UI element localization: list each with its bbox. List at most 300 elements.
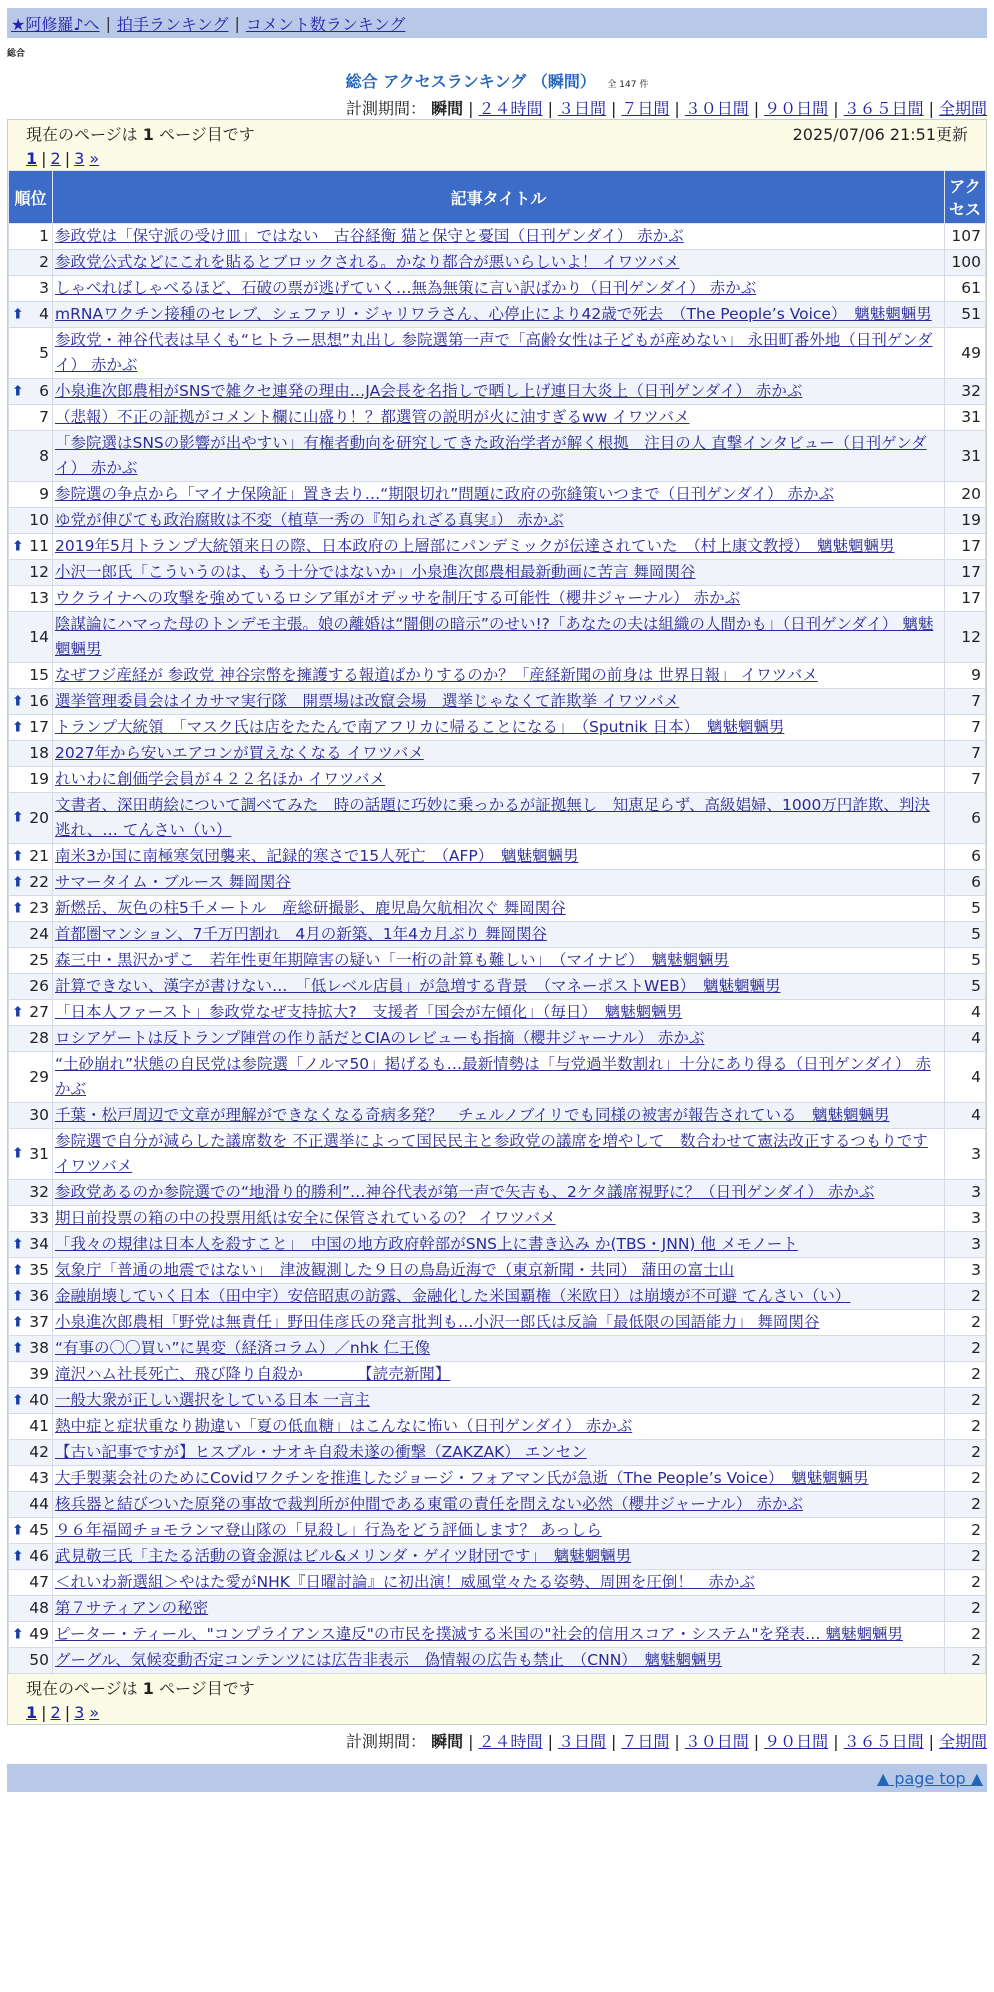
table-row: [9, 1622, 986, 1648]
title-cell: [53, 482, 945, 508]
article-link[interactable]: 南米3か国に南極寒気団襲来、記録的寒さで15人死亡 （AFP） 魑魅魍魎男: [55, 847, 579, 865]
rank-cell: [9, 405, 53, 431]
table-row: [9, 844, 986, 870]
access-count: 4: [945, 1052, 986, 1103]
rank-number: 14: [29, 627, 49, 646]
access-count: 2: [945, 1466, 986, 1492]
rank-cell: [9, 431, 53, 482]
table-row: [9, 1052, 986, 1103]
rank-number: 47: [29, 1573, 49, 1591]
title-cell: [53, 689, 945, 715]
period-link[interactable]: ２４時間: [478, 99, 543, 118]
period-link[interactable]: ９０日間: [764, 1732, 829, 1751]
access-count: 6: [945, 793, 986, 844]
title-cell: [53, 379, 945, 405]
table-row: [9, 1466, 986, 1492]
access-count: 7: [945, 689, 986, 715]
article-link[interactable]: 2027年から安いエアコンが買えなくなる イワツバメ: [55, 744, 424, 762]
title-cell: [53, 1570, 945, 1596]
access-count: 4: [945, 1103, 986, 1129]
rank-cell: [9, 586, 53, 612]
title-cell: [53, 663, 945, 689]
title-cell: [53, 767, 945, 793]
article-link[interactable]: 金融崩壊していく日本（田中宇）安倍昭恵の訪露、金融化した米国覇権（米欧日）は崩壊が不可避 てんさい（い）: [55, 1287, 851, 1305]
rank-number: 20: [29, 808, 49, 827]
article-link[interactable]: 核兵器と結びついた原発の事故で裁判所が仲間である東電の責任を問えない必然（櫻井ジャーナル） 赤かぶ: [55, 1495, 803, 1513]
rank-cell: [9, 1232, 53, 1258]
rank-cell: [9, 1648, 53, 1674]
article-link[interactable]: 期日前投票の箱の中の投票用紙は安全に保管されているの？ イワツバメ: [55, 1209, 556, 1227]
table-row: [9, 1648, 986, 1674]
article-link[interactable]: 陰謀論にハマった母のトンデモ主張。娘の離婚は“闇側の暗示”のせい!?「あなたの夫は組織の人間かも」（日刊ゲンダイ） 魑魅魍魎男: [55, 615, 934, 658]
comment-ranking-link[interactable]: コメント数ランキング: [245, 14, 406, 34]
rank-number: 27: [29, 1003, 49, 1021]
rank-number: 42: [29, 1443, 49, 1461]
rank-number: 13: [29, 589, 49, 607]
ranking-panel: [7, 119, 987, 1725]
table-row: [9, 948, 986, 974]
access-count: 2: [945, 1362, 986, 1388]
ranking-table: [8, 170, 986, 1674]
article-link[interactable]: トランプ大統領 「マスク氏は店をたたんで南アフリカに帰ることになる」 （Sputnik 日本） 魑魅魍魎男: [55, 718, 785, 736]
rank-cell: [9, 1440, 53, 1466]
title-cell: [53, 1362, 945, 1388]
home-link[interactable]: ★阿修羅♪へ: [11, 14, 100, 34]
rank-number: 31: [29, 1144, 49, 1163]
access-count: 2: [945, 1648, 986, 1674]
period-link[interactable]: ３日間: [557, 99, 606, 118]
arrow-up-icon: ⬆: [12, 1288, 24, 1304]
access-count: 31: [945, 405, 986, 431]
table-row: [9, 379, 986, 405]
table-row: [9, 1388, 986, 1414]
access-count: 9: [945, 663, 986, 689]
article-link[interactable]: 参院選で自分が減らした議席数を 不正選挙によって国民民主と参政党の議席を増やして 数合わせて憲法改正するつもりです イワツバメ: [55, 1132, 928, 1175]
pager-next[interactable]: »: [89, 149, 100, 168]
arrow-up-icon: ⬆: [12, 1145, 24, 1162]
footer-bar: [7, 1764, 987, 1792]
rank-number: 35: [29, 1261, 49, 1279]
arrow-up-icon: ⬆: [12, 306, 24, 322]
rank-cell: [9, 1544, 53, 1570]
article-link[interactable]: ９６年福岡チョモランマ登山隊の「見殺し」行為をどう評価します？ あっしら: [55, 1521, 602, 1539]
access-count: 51: [945, 302, 986, 328]
title-cell: [53, 1206, 945, 1232]
article-link[interactable]: れいわに創価学会員が４２２名ほか イワツバメ: [55, 770, 386, 788]
rank-cell: [9, 612, 53, 663]
title-cell: [53, 328, 945, 379]
arrow-up-icon: ⬆: [12, 1548, 24, 1564]
table-row: [9, 302, 986, 328]
rank-number: 3: [39, 279, 49, 297]
category-label: 総合: [7, 49, 26, 59]
table-row: [9, 1336, 986, 1362]
period-link[interactable]: 全期間: [938, 1732, 987, 1751]
title-cell: [53, 1284, 945, 1310]
article-link[interactable]: 「参院選はSNSの影響が出やすい」有権者動向を研究してきた政治学者が解く根拠 注目の人 直撃インタビュー（日刊ゲンダイ） 赤かぶ: [55, 434, 927, 477]
nav-separator: |: [105, 13, 111, 33]
arrow-up-icon: ⬆: [12, 719, 24, 735]
article-link[interactable]: mRNAワクチン接種のセレブ、シェファリ・ジャリワラさん、心停止により42歳で死去 （The People’s Voice） 魑魅魍魎男: [55, 305, 932, 323]
rank-cell: [9, 534, 53, 560]
rank-cell: [9, 689, 53, 715]
table-row: [9, 508, 986, 534]
table-row: [9, 663, 986, 689]
table-row: [9, 1596, 986, 1622]
title-cell: [53, 1388, 945, 1414]
access-count: 3: [945, 1129, 986, 1180]
rank-cell: [9, 974, 53, 1000]
rank-cell: [9, 1026, 53, 1052]
rank-cell: [9, 1596, 53, 1622]
access-count: 49: [945, 328, 986, 379]
title-cell: [53, 1492, 945, 1518]
pager-next[interactable]: »: [89, 1703, 100, 1722]
period-link[interactable]: 全期間: [938, 99, 987, 118]
article-link[interactable]: ＜れいわ新選組＞やはた愛がNHK『日曜討論』に初出演！威風堂々たる姿勢、周囲を圧倒！ 赤かぶ: [55, 1573, 755, 1591]
article-link[interactable]: 参政党・神谷代表は早くも“ヒトラー思想”丸出し 参院選第一声で「高齢女性は子どもが産めない」 永田町番外地（日刊ゲンダイ） 赤かぶ: [55, 331, 933, 374]
title-cell: [53, 974, 945, 1000]
article-link[interactable]: 一般大衆が正しい選択をしている日本 一言主: [55, 1391, 370, 1409]
access-count: 6: [945, 870, 986, 896]
article-link[interactable]: 気象庁「普通の地震ではない」 津波観測した９日の鳥島近海で（東京新聞・共同） 蒲田の富士山: [55, 1261, 735, 1279]
article-link[interactable]: 小泉進次郎農相がSNSで雑クセ連発の理由…JA会長を名指しで晒し上げ連日大炎上（日刊ゲンダイ） 赤かぶ: [55, 382, 803, 400]
rank-number: 43: [29, 1469, 49, 1487]
rank-cell: [9, 896, 53, 922]
period-label: 計測期間：: [346, 99, 427, 118]
period-link[interactable]: ９０日間: [764, 99, 829, 118]
pager-link[interactable]: 2: [50, 1703, 61, 1722]
table-row: [9, 560, 986, 586]
rank-number: 18: [29, 744, 49, 762]
title-cell: [53, 431, 945, 482]
rank-cell: [9, 250, 53, 276]
article-link[interactable]: “土砂崩れ”状態の自民党は参院選「ノルマ50」掲げるも…最新情勢は「与党過半数割れ」十分にあり得る（日刊ゲンダイ） 赤かぶ: [55, 1055, 931, 1098]
title-cell: [53, 1103, 945, 1129]
article-link[interactable]: 森三中・黒沢かずこ 若年性更年期障害の疑い「一桁の計算も難しい」 （マイナビ） 魑魅魍魎男: [55, 951, 729, 969]
table-row: [9, 767, 986, 793]
article-link[interactable]: 武見敬三氏「主たる活動の資金源はビル&メリンダ・ゲイツ財団です」 魑魅魍魎男: [55, 1547, 632, 1565]
article-link[interactable]: 新燃岳、灰色の柱5千メートル 産総研撮影、鹿児島欠航相次ぐ 舞岡関谷: [55, 899, 566, 917]
access-count: 3: [945, 1180, 986, 1206]
rank-number: 17: [29, 718, 49, 736]
rank-cell: [9, 482, 53, 508]
rank-cell: [9, 922, 53, 948]
access-count: 17: [945, 534, 986, 560]
access-count: 3: [945, 1232, 986, 1258]
access-count: 2: [945, 1388, 986, 1414]
article-link[interactable]: 熱中症と症状重なり勘違い「夏の低血糖」はこんなに怖い（日刊ゲンダイ） 赤かぶ: [55, 1417, 633, 1435]
article-link[interactable]: 参政党は「保守派の受け皿」ではない 古谷経衡 猫と保守と憂国（日刊ゲンダイ） 赤かぶ: [55, 227, 684, 245]
rank-number: 23: [29, 899, 49, 917]
title-cell: [53, 1232, 945, 1258]
access-count: 2: [945, 1596, 986, 1622]
access-count: 5: [945, 974, 986, 1000]
rank-number: 49: [29, 1625, 49, 1643]
rank-cell: [9, 224, 53, 250]
top-nav: [7, 8, 987, 38]
arrow-up-icon: ⬆: [12, 538, 24, 554]
article-link[interactable]: 第７サティアンの秘密: [55, 1599, 209, 1617]
rank-number: 10: [29, 511, 49, 529]
access-count: 2: [945, 1622, 986, 1648]
rank-number: 9: [39, 485, 49, 503]
rank-cell: [9, 1336, 53, 1362]
rank-cell: [9, 1518, 53, 1544]
table-row: [9, 612, 986, 663]
period-link[interactable]: ７日間: [621, 99, 670, 118]
pager-link[interactable]: 3: [74, 1703, 85, 1722]
page-info-text: 現在のページは 1 ページ目です: [26, 1679, 255, 1698]
title-cell: [53, 922, 945, 948]
title-cell: [53, 870, 945, 896]
article-link[interactable]: ゆ党が伸びても政治腐敗は不変（植草一秀の『知られざる真実』） 赤かぶ: [55, 511, 564, 529]
article-link[interactable]: サマータイム・ブルース 舞岡関谷: [55, 873, 291, 891]
rank-cell: [9, 844, 53, 870]
table-row: [9, 1129, 986, 1180]
pager-current[interactable]: 1: [26, 1703, 38, 1722]
table-row: [9, 250, 986, 276]
table-row: [9, 1492, 986, 1518]
title-cell: [53, 896, 945, 922]
arrow-up-icon: ⬆: [12, 1340, 24, 1356]
access-count: 12: [945, 612, 986, 663]
access-count: 31: [945, 431, 986, 482]
article-link[interactable]: 選挙管理委員会はイカサマ実行隊 開票場は改竄会場 選挙じゃなくて詐欺挙 イワツバメ: [55, 692, 680, 710]
article-link[interactable]: なぜフジ産経が 参政党 神谷宗幣を擁護する報道ばかりするのか？「産経新聞の前身は 世界日報」 イワツバメ: [55, 666, 818, 684]
access-count: 32: [945, 379, 986, 405]
article-link[interactable]: 参院選の争点から「マイナ保険証」置き去り…“期限切れ”問題に政府の弥縫策いつまで（日刊ゲンダイ） 赤かぶ: [55, 485, 834, 503]
article-link[interactable]: グーグル、気候変動否定コンテンツには広告非表示 偽情報の広告も禁止 （CNN） 魑魅魍魎男: [55, 1651, 723, 1669]
title-cell: [53, 250, 945, 276]
article-link[interactable]: 【古い記事ですが】ヒスブル・ナオキ自殺未遂の衝撃（ZAKZAK） エンセン: [55, 1443, 587, 1461]
title-cell: [53, 1000, 945, 1026]
rank-cell: [9, 1258, 53, 1284]
table-row: [9, 328, 986, 379]
rank-number: 46: [29, 1547, 49, 1565]
article-link[interactable]: “有事の〇〇買い”に異変（経済コラム）／nhk 仁王像: [55, 1339, 430, 1357]
rank-number: 32: [29, 1183, 49, 1201]
rank-cell: [9, 1000, 53, 1026]
rank-number: 5: [39, 343, 49, 362]
arrow-up-icon: ⬆: [12, 693, 24, 709]
pager-link[interactable]: 2: [50, 149, 61, 168]
rank-cell: [9, 328, 53, 379]
access-count: 2: [945, 1414, 986, 1440]
title-cell: [53, 741, 945, 767]
access-count: 2: [945, 1570, 986, 1596]
title-cell: [53, 1052, 945, 1103]
article-link[interactable]: 小沢一郎氏「こういうのは、もう十分ではないか」小泉進次郎農相最新動画に苦言 舞岡関谷: [55, 563, 696, 581]
pager-current[interactable]: 1: [26, 149, 38, 168]
page-info-bottom: [8, 1674, 986, 1701]
rank-number: 44: [29, 1495, 49, 1513]
title-cell: [53, 1129, 945, 1180]
period-link[interactable]: ３６５日間: [843, 1732, 924, 1751]
arrow-up-icon: ⬆: [12, 1392, 24, 1408]
rank-cell: [9, 767, 53, 793]
ranking-rows: [9, 224, 986, 1674]
rank-cell: [9, 1414, 53, 1440]
access-count: 2: [945, 1284, 986, 1310]
rank-number: 28: [29, 1029, 49, 1047]
rank-cell: [9, 715, 53, 741]
access-count: 19: [945, 508, 986, 534]
title-cell: [53, 508, 945, 534]
article-link[interactable]: 千葉・松戸周辺で文章が理解ができなくなる奇病多発？ チェルノブイリでも同様の被害が報告されている 魑魅魍魎男: [55, 1106, 890, 1124]
article-link[interactable]: 「我々の規律は日本人を殺すこと」 中国の地方政府幹部がSNS上に書き込み か(TBS・JNN) 他 メモノート: [55, 1235, 798, 1253]
title-cell: [53, 1026, 945, 1052]
rank-number: 39: [29, 1365, 49, 1383]
table-row: [9, 1570, 986, 1596]
table-row: [9, 741, 986, 767]
period-link[interactable]: ３０日間: [684, 99, 749, 118]
article-link[interactable]: 滝沢ハム社長死亡、飛び降り自殺か 【読売新聞】: [55, 1365, 451, 1383]
access-count: 61: [945, 276, 986, 302]
title-cell: [53, 560, 945, 586]
table-row: [9, 431, 986, 482]
rank-cell: [9, 1362, 53, 1388]
arrow-up-icon: ⬆: [12, 1262, 24, 1278]
access-count: 6: [945, 844, 986, 870]
article-link[interactable]: 大手製薬会社のためにCovidワクチンを推進したジョージ・フォアマン氏が急逝（The People’s Voice） 魑魅魍魎男: [55, 1469, 869, 1487]
table-row: [9, 482, 986, 508]
period-selector-bottom: 計測期間： 瞬間 | ２４時間 | ３日間 | ７日間 | ３０日間 | ９０日間 | ３６５日間 | 全期間: [346, 1732, 987, 1751]
rank-cell: [9, 1206, 53, 1232]
title-cell: [53, 1310, 945, 1336]
period-link[interactable]: ３６５日間: [843, 99, 924, 118]
rank-number: 21: [29, 847, 49, 865]
rank-number: 7: [39, 408, 49, 426]
arrow-up-icon: ⬆: [12, 383, 24, 399]
access-count: 7: [945, 715, 986, 741]
table-row: [9, 1103, 986, 1129]
rank-cell: [9, 1180, 53, 1206]
page-top-link[interactable]: ▲ page top ▲: [876, 1768, 983, 1788]
table-row: [9, 1000, 986, 1026]
period-link[interactable]: ３０日間: [684, 1732, 749, 1751]
title-header: 記事タイトル: [53, 171, 945, 224]
pager-link[interactable]: 3: [74, 149, 85, 168]
period-selector-top: 計測期間： 瞬間 | ２４時間 | ３日間 | ７日間 | ３０日間 | ９０日間 | ３６５日間 | 全期間: [346, 99, 987, 118]
table-row: [9, 1414, 986, 1440]
ranking-title: 総合 アクセスランキング （瞬間）: [345, 72, 596, 91]
title-cell: [53, 1336, 945, 1362]
article-link[interactable]: ロシアゲートは反トランプ陣営の作り話だとCIAのレビューも指摘（櫻井ジャーナル） 赤かぶ: [55, 1029, 705, 1047]
period-link[interactable]: ７日間: [621, 1732, 670, 1751]
rank-cell: [9, 1388, 53, 1414]
arrow-up-icon: ⬆: [12, 1004, 24, 1020]
table-header-row: [9, 171, 986, 224]
arrow-up-icon: ⬆: [12, 1236, 24, 1252]
period-link[interactable]: ２４時間: [478, 1732, 543, 1751]
access-count: 5: [945, 948, 986, 974]
table-row: [9, 534, 986, 560]
title-cell: [53, 1596, 945, 1622]
title-cell: [53, 1466, 945, 1492]
page-info-text: 現在のページは 1 ページ目です: [26, 125, 255, 144]
article-link[interactable]: 文書者、深田萌絵について調べてみた 時の話題に巧妙に乗っかるが証拠無し 知恵足らず、高級娼婦、1000万円詐欺、判決逃れ、… てんさい（い）: [55, 796, 930, 839]
rank-cell: [9, 1622, 53, 1648]
article-link[interactable]: （悲報）不正の証拠がコメント欄に山盛り！？都選管の説明が火に油すぎるww イワツバメ: [55, 408, 690, 426]
access-count: 7: [945, 767, 986, 793]
rank-cell: [9, 1310, 53, 1336]
access-count: 5: [945, 922, 986, 948]
access-count: 107: [945, 224, 986, 250]
rank-number: 30: [29, 1106, 49, 1124]
table-row: [9, 276, 986, 302]
access-count: 3: [945, 1258, 986, 1284]
rank-number: 41: [29, 1417, 49, 1435]
period-current: 瞬間: [431, 1732, 464, 1751]
table-row: [9, 1284, 986, 1310]
nav-separator: |: [234, 13, 240, 33]
total-count: 全 147 件: [607, 80, 649, 90]
rank-number: 12: [29, 563, 49, 581]
table-row: [9, 922, 986, 948]
page: [7, 8, 987, 1792]
rank-number: 4: [39, 305, 49, 323]
access-count: 3: [945, 1206, 986, 1232]
rank-cell: [9, 276, 53, 302]
article-link[interactable]: 参政党公式などにこれを貼るとブロックされる。かなり都合が悪いらしいよ！ イワツバメ: [55, 253, 680, 271]
article-link[interactable]: 小泉進次郎農相「野党は無責任」野田佳彦氏の発言批判も…小沢一郎氏は反論「最低限の国語能力」 舞岡関谷: [55, 1313, 820, 1331]
article-link[interactable]: ウクライナへの攻撃を強めているロシア軍がオデッサを制圧する可能性（櫻井ジャーナル） 赤かぶ: [55, 589, 741, 607]
table-row: [9, 1180, 986, 1206]
rank-cell: [9, 1570, 53, 1596]
article-link[interactable]: 2019年5月トランプ大統領来日の際、日本政府の上層部にパンデミックが伝達されていた （村上康文教授） 魑魅魍魎男: [55, 537, 895, 555]
title-cell: [53, 612, 945, 663]
title-cell: [53, 1258, 945, 1284]
article-link[interactable]: 参政党あるのか参院選での“地滑り的勝利”…神谷代表が第一声で矢吉も、2ケタ議席視野に？（日刊ゲンダイ） 赤かぶ: [55, 1183, 875, 1201]
table-row: [9, 405, 986, 431]
arrow-up-icon: ⬆: [12, 1522, 24, 1538]
table-row: [9, 870, 986, 896]
rank-number: 19: [29, 770, 49, 788]
period-link[interactable]: ３日間: [557, 1732, 606, 1751]
access-count: 2: [945, 1336, 986, 1362]
access-header: アクセス: [945, 171, 986, 224]
access-count: 2: [945, 1544, 986, 1570]
article-link[interactable]: 計算できない、漢字が書けない… 「低レベル店員」が急増する背景 （マネーポストWEB） 魑魅魍魎男: [55, 977, 781, 995]
article-link[interactable]: 首都圏マンション、7千万円割れ 4月の新築、1年4カ月ぶり 舞岡関谷: [55, 925, 547, 943]
period-label: 計測期間：: [346, 1732, 427, 1751]
rank-number: 15: [29, 666, 49, 684]
rank-number: 48: [29, 1599, 49, 1617]
rank-number: 26: [29, 977, 49, 995]
title-cell: [53, 793, 945, 844]
title-cell: [53, 1440, 945, 1466]
rank-cell: [9, 1492, 53, 1518]
table-row: [9, 1310, 986, 1336]
period-current: 瞬間: [431, 99, 464, 118]
title-cell: [53, 405, 945, 431]
article-link[interactable]: 「日本人ファースト」参政党なぜ支持拡大? 支援者「国会が左傾化」（毎日） 魑魅魍魎男: [55, 1003, 683, 1021]
clap-ranking-link[interactable]: 拍手ランキング: [116, 14, 229, 34]
rank-number: 11: [29, 537, 49, 555]
title-cell: [53, 276, 945, 302]
article-link[interactable]: ピーター・ティール、"コンプライアンス違反"の市民を撲滅する米国の"社会的信用スコア・システム"を発表… 魑魅魍魎男: [55, 1625, 903, 1643]
article-link[interactable]: しゃべればしゃべるほど、石破の票が逃げていく…無為無策に言い訳ばかり（日刊ゲンダイ） 赤かぶ: [55, 279, 757, 297]
arrow-up-icon: ⬆: [12, 900, 24, 916]
access-count: 2: [945, 1440, 986, 1466]
access-count: 4: [945, 1000, 986, 1026]
rank-cell: [9, 870, 53, 896]
ranking-title-row: [7, 69, 987, 92]
access-count: 20: [945, 482, 986, 508]
title-cell: [53, 1544, 945, 1570]
access-count: 2: [945, 1492, 986, 1518]
